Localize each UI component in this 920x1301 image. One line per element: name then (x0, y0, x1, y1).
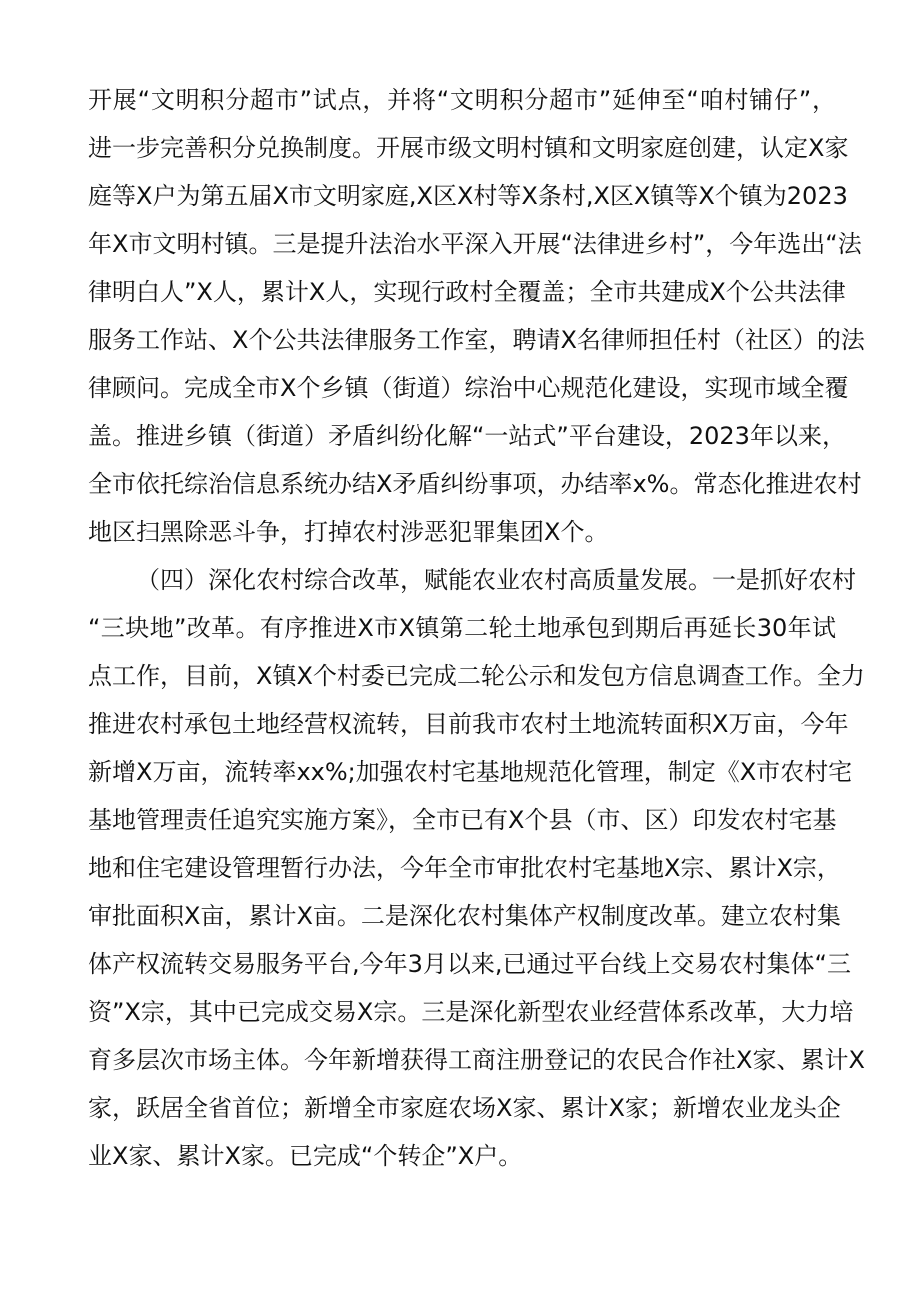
text-line: 庭等X户为第五届X市文明家庭,X区X村等X条村,X区X镇等X个镇为2023 (88, 182, 848, 210)
text-line: 地和住宅建设管理暂行办法，今年全市审批农村宅基地X宗、累计X宗， (88, 854, 841, 882)
text-line: “三块地”改革。有序推进X市X镇第二轮土地承包到期后再延长30年试 (88, 614, 836, 642)
text-line: 地区扫黑除恶斗争，打掉农村涉恶犯罪集团X个。 (88, 518, 609, 546)
text-line: 新增X万亩，流转率xx%;加强农村宅基地规范化管理，制定《X市农村宅 (88, 758, 853, 786)
text-line: 业X家、累计X家。已完成“个转企”X户。 (88, 1142, 523, 1170)
text-line: 进一步完善积分兑换制度。开展市级文明村镇和文明家庭创建，认定X家 (88, 134, 849, 162)
text-line: 资”X宗，其中已完成交易X宗。三是深化新型农业经营体系改革，大力培 (88, 998, 854, 1026)
text-line: 基地管理责任追究实施方案》，全市已有X个县（市、区）印发农村宅基 (88, 806, 837, 834)
text-line: 体产权流转交易服务平台,今年3月以来,已通过平台线上交易农村集体“三 (88, 950, 851, 978)
paragraph-rural-reform (88, 556, 865, 1180)
text-line: 推进农村承包土地经营权流转，目前我市农村土地流转面积X万亩，今年 (88, 710, 849, 738)
text-line: 开展“文明积分超市”试点，并将“文明积分超市”延伸至“咱村铺仔”， (88, 86, 836, 114)
text-line: （四）深化农村综合改革，赋能农业农村高质量发展。一是抓好农村 (136, 566, 856, 594)
text-line: 年X市文明村镇。三是提升法治水平深入开展“法律进乡村”，今年选出“法 (88, 230, 862, 258)
text-line: 审批面积X亩，累计X亩。二是深化农村集体产权制度改革。建立农村集 (88, 902, 841, 930)
text-line: 服务工作站、X个公共法律服务工作室，聘请X名律师担任村（社区）的法 (88, 326, 865, 354)
document-page (88, 76, 865, 1180)
text-line: 点工作，目前，X镇X个村委已完成二轮公示和发包方信息调查工作。全力 (88, 662, 865, 690)
text-line: 育多层次市场主体。今年新增获得工商注册登记的农民合作社X家、累计X (88, 1046, 865, 1074)
text-line: 律顾问。完成全市X个乡镇（街道）综治中心规范化建设，实现市域全覆 (88, 374, 849, 402)
text-line: 盖。推进乡镇（街道）矛盾纠纷化解“一站式”平台建设，2023年以来， (88, 422, 846, 450)
text-line: 全市依托综治信息系统办结X矛盾纠纷事项，办结率x%。常态化推进农村 (88, 470, 862, 498)
text-line: 律明白人”X人，累计X人，实现行政村全覆盖；全市共建成X个公共法律 (88, 278, 846, 306)
paragraph-rural-governance (88, 76, 865, 556)
text-line: 家，跃居全省首位；新增全市家庭农场X家、累计X家；新增农业龙头企 (88, 1094, 841, 1122)
